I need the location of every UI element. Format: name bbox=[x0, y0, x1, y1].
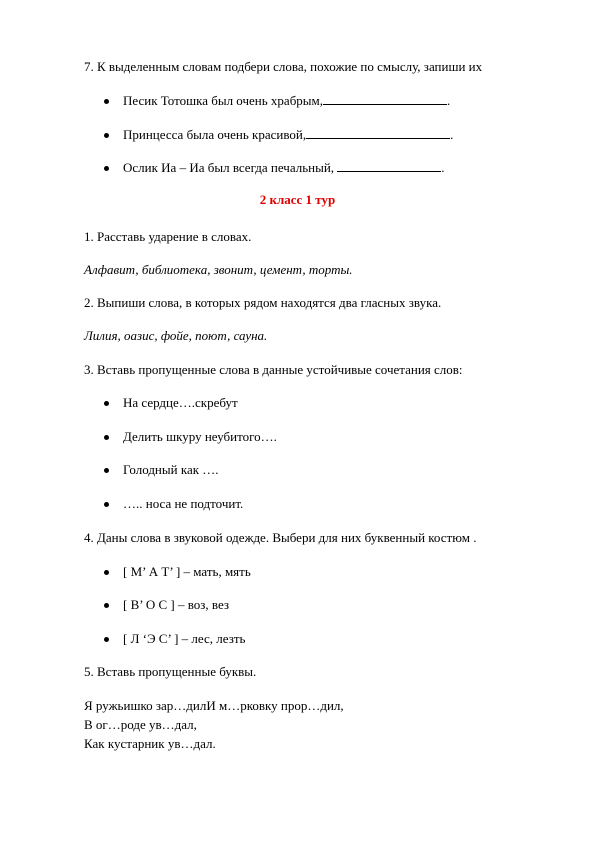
list-item bbox=[104, 564, 251, 580]
task7-item-end: . bbox=[447, 93, 451, 108]
task2-words: Лилия, оазис, фойе, поют, сауна. bbox=[84, 328, 268, 343]
bullet-icon bbox=[104, 435, 109, 440]
bullet-icon bbox=[104, 99, 109, 104]
list-item bbox=[104, 631, 245, 647]
task7-item-text: Принцесса была очень красивой, bbox=[123, 127, 307, 142]
answer-blank[interactable] bbox=[323, 92, 447, 105]
list-item bbox=[104, 159, 445, 176]
bullet-icon bbox=[104, 637, 109, 642]
section-heading: 2 класс 1 тур bbox=[259, 192, 336, 207]
bullet-icon bbox=[104, 166, 109, 171]
task3-item-text: На сердце….скребут bbox=[123, 395, 238, 410]
task3-title: 3. Вставь пропущенные слова в данные устойчивые сочетания слов: bbox=[84, 362, 463, 377]
task7-item-end: . bbox=[450, 127, 454, 142]
task3-item-text: Делить шкуру неубитого…. bbox=[123, 429, 277, 444]
poem-line: В ог…роде ув…дал, bbox=[84, 717, 197, 732]
task7-item-text: Песик Тотошка был очень храбрым, bbox=[123, 93, 324, 108]
task2-title: 2. Выпиши слова, в которых рядом находятся два гласных звука. bbox=[84, 295, 442, 310]
list-item bbox=[104, 92, 450, 109]
poem-line: Как кустарник ув…дал. bbox=[84, 736, 216, 751]
list-item bbox=[104, 126, 453, 143]
list-item bbox=[104, 395, 238, 411]
task7-title: 7. К выделенным словам подбери слова, похожие по смыслу, запиши их bbox=[84, 59, 483, 74]
task3-item-text: ….. носа не подточит. bbox=[123, 496, 244, 511]
bullet-icon bbox=[104, 502, 109, 507]
task4-item-text: [ Л ‘Э С’ ] – лес, лезть bbox=[123, 631, 246, 646]
task1-title: 1. Расставь ударение в словах. bbox=[84, 229, 252, 244]
answer-blank[interactable] bbox=[337, 159, 441, 172]
task1-words: Алфавит, библиотека, звонит, цемент, торты. bbox=[84, 262, 353, 277]
list-item bbox=[104, 462, 219, 478]
list-item bbox=[104, 597, 229, 613]
list-item bbox=[104, 429, 277, 445]
bullet-icon bbox=[104, 603, 109, 608]
task4-item-text: [ М’ А Т’ ] – мать, мять bbox=[123, 564, 251, 579]
bullet-icon bbox=[104, 468, 109, 473]
answer-blank[interactable] bbox=[306, 126, 450, 139]
bullet-icon bbox=[104, 401, 109, 406]
bullet-icon bbox=[104, 133, 109, 138]
bullet-icon bbox=[104, 570, 109, 575]
task5-title: 5. Вставь пропущенные буквы. bbox=[84, 664, 257, 679]
task7-item-text: Ослик Иа – Иа был всегда печальный, bbox=[123, 160, 338, 175]
task4-title: 4. Даны слова в звуковой одежде. Выбери для них буквенный костюм . bbox=[84, 530, 477, 545]
list-item bbox=[104, 496, 243, 512]
task7-item-end: . bbox=[441, 160, 445, 175]
task3-item-text: Голодный как …. bbox=[123, 462, 219, 477]
task4-item-text: [ В’ О С ] – воз, вез bbox=[123, 597, 230, 612]
poem-line: Я ружьишко зар…дилИ м…рковку прор…дил, bbox=[84, 698, 344, 713]
